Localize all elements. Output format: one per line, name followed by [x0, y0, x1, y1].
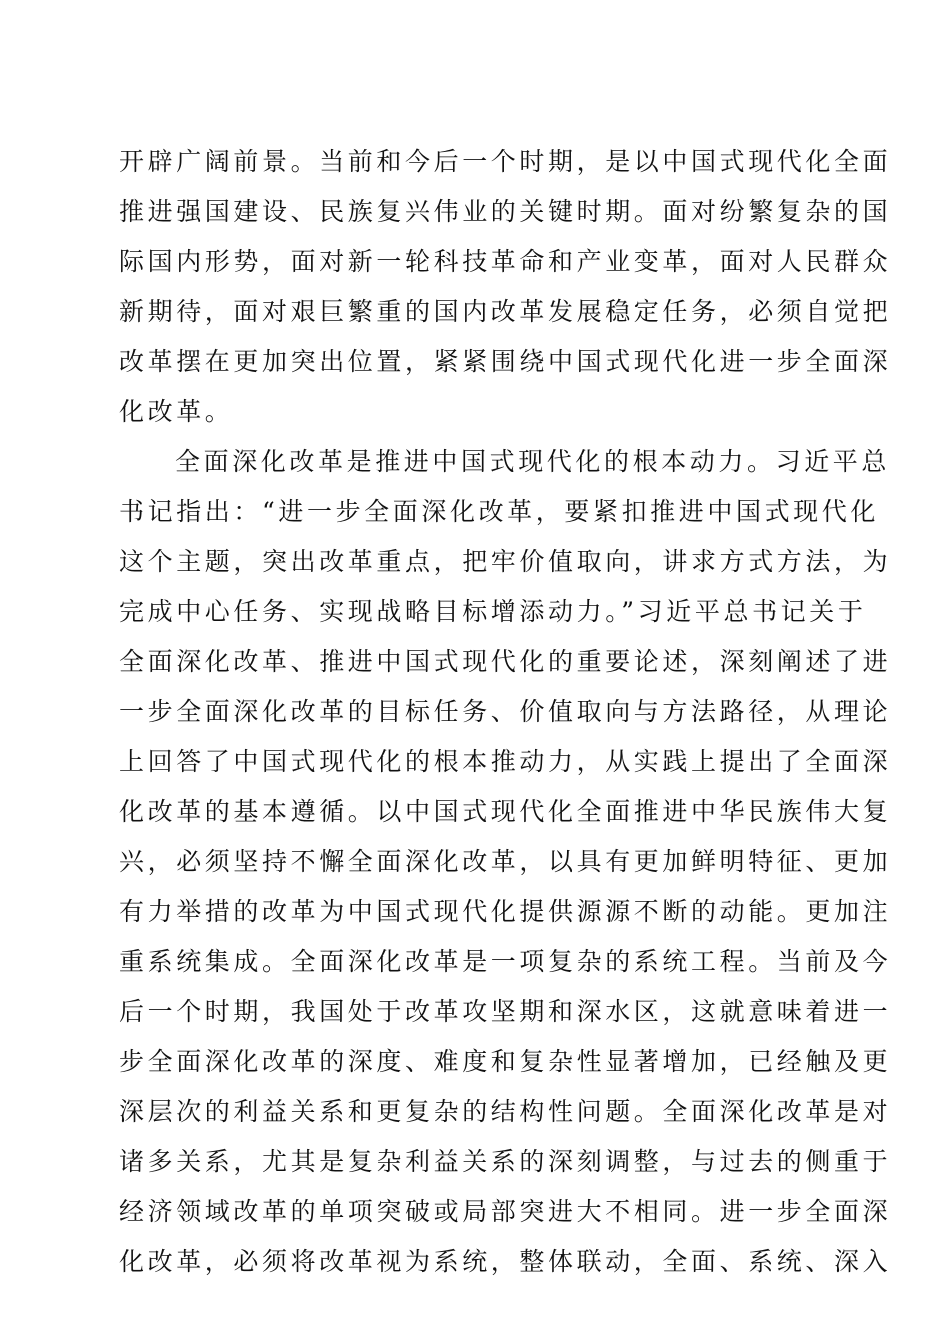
paragraph-2-line-7: 上回答了中国式现代化的根本推动力，从实践上提出了全面深: [119, 747, 892, 776]
paragraph-2-line-4: 完成中心任务、实现战略目标增添动力。”习近平总书记关于: [119, 597, 867, 626]
paragraph-2-line-14: 深层次的利益关系和更复杂的结构性问题。全面深化改革是对: [119, 1097, 892, 1126]
paragraph-2-line-9: 兴，必须坚持不懈全面深化改革，以具有更加鲜明特征、更加: [119, 847, 892, 876]
paragraph-1-line-5: 改革摆在更加突出位置，紧紧围绕中国式现代化进一步全面深: [119, 347, 892, 376]
body-text: [119, 137, 892, 1287]
paragraph-2-line-12: 后一个时期，我国处于改革攻坚期和深水区，这就意味着进一: [119, 997, 892, 1026]
paragraph-1-line-6: 化改革。: [119, 397, 234, 426]
paragraph-2-line-1: 全面深化改革是推进中国式现代化的根本动力。习近平总: [175, 447, 891, 476]
paragraph-1-line-2: 推进强国建设、民族复兴伟业的关键时期。面对纷繁复杂的国: [119, 197, 892, 226]
paragraph-1-line-1: 开辟广阔前景。当前和今后一个时期，是以中国式现代化全面: [119, 147, 892, 176]
paragraph-2-line-17: 化改革，必须将改革视为系统，整体联动，全面、系统、深入: [119, 1247, 892, 1276]
paragraph-1-line-3: 际国内形势，面对新一轮科技革命和产业变革，面对人民群众: [119, 247, 892, 276]
paragraph-2-line-5: 全面深化改革、推进中国式现代化的重要论述，深刻阐述了进: [119, 647, 892, 676]
paragraph-2-line-11: 重系统集成。全面深化改革是一项复杂的系统工程。当前及今: [119, 947, 892, 976]
paragraph-2-line-6: 一步全面深化改革的目标任务、价值取向与方法路径，从理论: [119, 697, 892, 726]
paragraph-1-line-4: 新期待，面对艰巨繁重的国内改革发展稳定任务，必须自觉把: [119, 297, 892, 326]
paragraph-2-line-10: 有力举措的改革为中国式现代化提供源源不断的动能。更加注: [119, 897, 892, 926]
paragraph-2-line-3: 这个主题，突出改革重点，把牢价值取向，讲求方式方法，为: [119, 547, 892, 576]
paragraph-2-line-8: 化改革的基本遵循。以中国式现代化全面推进中华民族伟大复: [119, 797, 892, 826]
paragraph-2-line-2: 书记指出：“进一步全面深化改革，要紧扣推进中国式现代化: [119, 497, 879, 526]
paragraph-2-line-13: 步全面深化改革的深度、难度和复杂性显著增加，已经触及更: [119, 1047, 892, 1076]
paragraph-2-line-15: 诸多关系，尤其是复杂利益关系的深刻调整，与过去的侧重于: [119, 1147, 892, 1176]
paragraph-2-line-16: 经济领域改革的单项突破或局部突进大不相同。进一步全面深: [119, 1197, 892, 1226]
